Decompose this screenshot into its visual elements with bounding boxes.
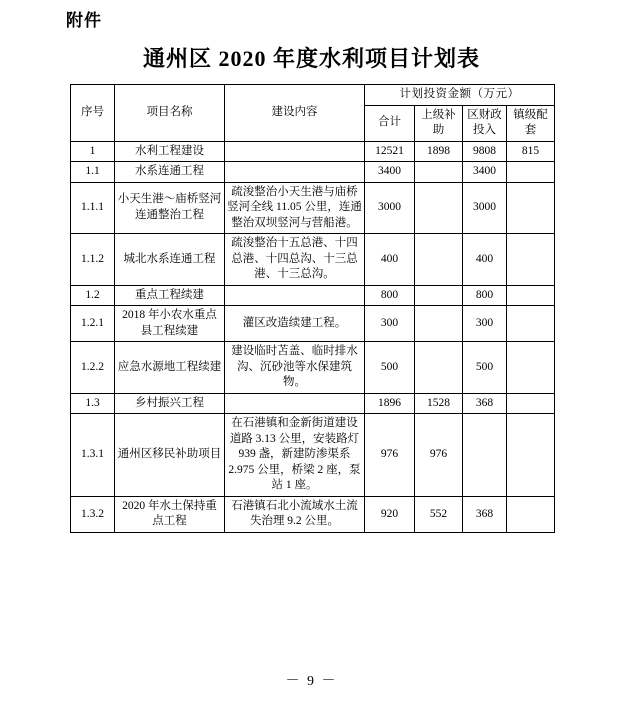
row-seq: 1.2.2: [71, 342, 115, 394]
row-total: 3000: [365, 182, 415, 234]
row-district-input: 400: [463, 234, 507, 286]
table-row: [71, 306, 555, 342]
row-town-match: [507, 162, 555, 183]
row-town-match: [507, 285, 555, 306]
header-district-input: 区财政投入: [463, 105, 507, 141]
table-row: [71, 285, 555, 306]
table-row: [71, 393, 555, 414]
row-upper-subsidy: [415, 234, 463, 286]
header-seq: 序号: [71, 85, 115, 142]
row-town-match: [507, 342, 555, 394]
row-district-input: 800: [463, 285, 507, 306]
row-seq: 1.2: [71, 285, 115, 306]
row-construction-content: [225, 285, 365, 306]
row-district-input: 500: [463, 342, 507, 394]
row-total: 400: [365, 234, 415, 286]
row-project-name: 乡村振兴工程: [115, 393, 225, 414]
row-project-name: 通州区移民补助项目: [115, 414, 225, 497]
row-construction-content: 疏浚整治十五总港、十四总港、十四总沟、十三总港、十三总沟。: [225, 234, 365, 286]
row-upper-subsidy: [415, 342, 463, 394]
row-construction-content: 建设临时苫盖、临时排水沟、沉砂池等水保建筑物。: [225, 342, 365, 394]
table-row: [71, 342, 555, 394]
header-project-name: 项目名称: [115, 85, 225, 142]
header-town-match: 镇级配套: [507, 105, 555, 141]
page-title: 通州区 2020 年度水利项目计划表: [142, 46, 480, 71]
row-town-match: [507, 306, 555, 342]
row-project-name: 城北水系连通工程: [115, 234, 225, 286]
row-district-input: 9808: [463, 141, 507, 162]
row-district-input: [463, 414, 507, 497]
row-upper-subsidy: [415, 162, 463, 183]
row-total: 976: [365, 414, 415, 497]
row-upper-subsidy: 552: [415, 496, 463, 532]
row-town-match: [507, 393, 555, 414]
row-construction-content: [225, 162, 365, 183]
row-total: 800: [365, 285, 415, 306]
row-total: 500: [365, 342, 415, 394]
attachment-label: 附件: [66, 11, 102, 30]
row-district-input: 3400: [463, 162, 507, 183]
row-seq: 1.3.2: [71, 496, 115, 532]
table-row: [71, 141, 555, 162]
header-upper-subsidy: 上级补助: [415, 105, 463, 141]
row-seq: 1.3.1: [71, 414, 115, 497]
row-upper-subsidy: [415, 182, 463, 234]
table-row: [71, 414, 555, 497]
table-header-row-1: [71, 85, 555, 106]
table-row: [71, 234, 555, 286]
row-total: 3400: [365, 162, 415, 183]
row-total: 1896: [365, 393, 415, 414]
row-district-input: 368: [463, 496, 507, 532]
row-construction-content: 疏浚整治小天生港与庙桥竖河全线 11.05 公里，连通整治双坝竖河与营船港。: [225, 182, 365, 234]
row-seq: 1.1.1: [71, 182, 115, 234]
row-town-match: [507, 234, 555, 286]
row-project-name: 水利工程建设: [115, 141, 225, 162]
row-seq: 1: [71, 141, 115, 162]
row-town-match: [507, 182, 555, 234]
row-project-name: 应急水源地工程续建: [115, 342, 225, 394]
row-upper-subsidy: 976: [415, 414, 463, 497]
row-seq: 1.1: [71, 162, 115, 183]
table-row: [71, 162, 555, 183]
row-total: 920: [365, 496, 415, 532]
header-total: 合计: [365, 105, 415, 141]
row-district-input: 368: [463, 393, 507, 414]
row-project-name: 重点工程续建: [115, 285, 225, 306]
row-upper-subsidy: [415, 306, 463, 342]
row-upper-subsidy: 1528: [415, 393, 463, 414]
row-construction-content: 石港镇石北小流域水土流失治理 9.2 公里。: [225, 496, 365, 532]
table-row: [71, 182, 555, 234]
row-construction-content: [225, 141, 365, 162]
row-construction-content: [225, 393, 365, 414]
row-town-match: [507, 414, 555, 497]
table-body: [71, 141, 555, 532]
row-seq: 1.2.1: [71, 306, 115, 342]
header-investment-group: 计划投资金额（万元）: [365, 85, 555, 106]
row-construction-content: 在石港镇和金新街道建设道路 3.13 公里，安装路灯 939 盏，新建防渗渠系 2.975 公里，桥梁 2 座，泵站 1 座。: [225, 414, 365, 497]
row-project-name: 小天生港～庙桥竖河连通整治工程: [115, 182, 225, 234]
row-total: 12521: [365, 141, 415, 162]
row-project-name: 2018 年小农水重点县工程续建: [115, 306, 225, 342]
row-seq: 1.3: [71, 393, 115, 414]
row-upper-subsidy: 1898: [415, 141, 463, 162]
page-number: － 9 －: [285, 674, 338, 689]
row-construction-content: 灌区改造续建工程。: [225, 306, 365, 342]
row-district-input: 3000: [463, 182, 507, 234]
row-seq: 1.1.2: [71, 234, 115, 286]
row-upper-subsidy: [415, 285, 463, 306]
row-town-match: 815: [507, 141, 555, 162]
row-project-name: 2020 年水土保持重点工程: [115, 496, 225, 532]
header-construction-content: 建设内容: [225, 85, 365, 142]
table-row: [71, 496, 555, 532]
plan-table: [70, 84, 555, 533]
row-district-input: 300: [463, 306, 507, 342]
row-project-name: 水系连通工程: [115, 162, 225, 183]
row-total: 300: [365, 306, 415, 342]
row-town-match: [507, 496, 555, 532]
